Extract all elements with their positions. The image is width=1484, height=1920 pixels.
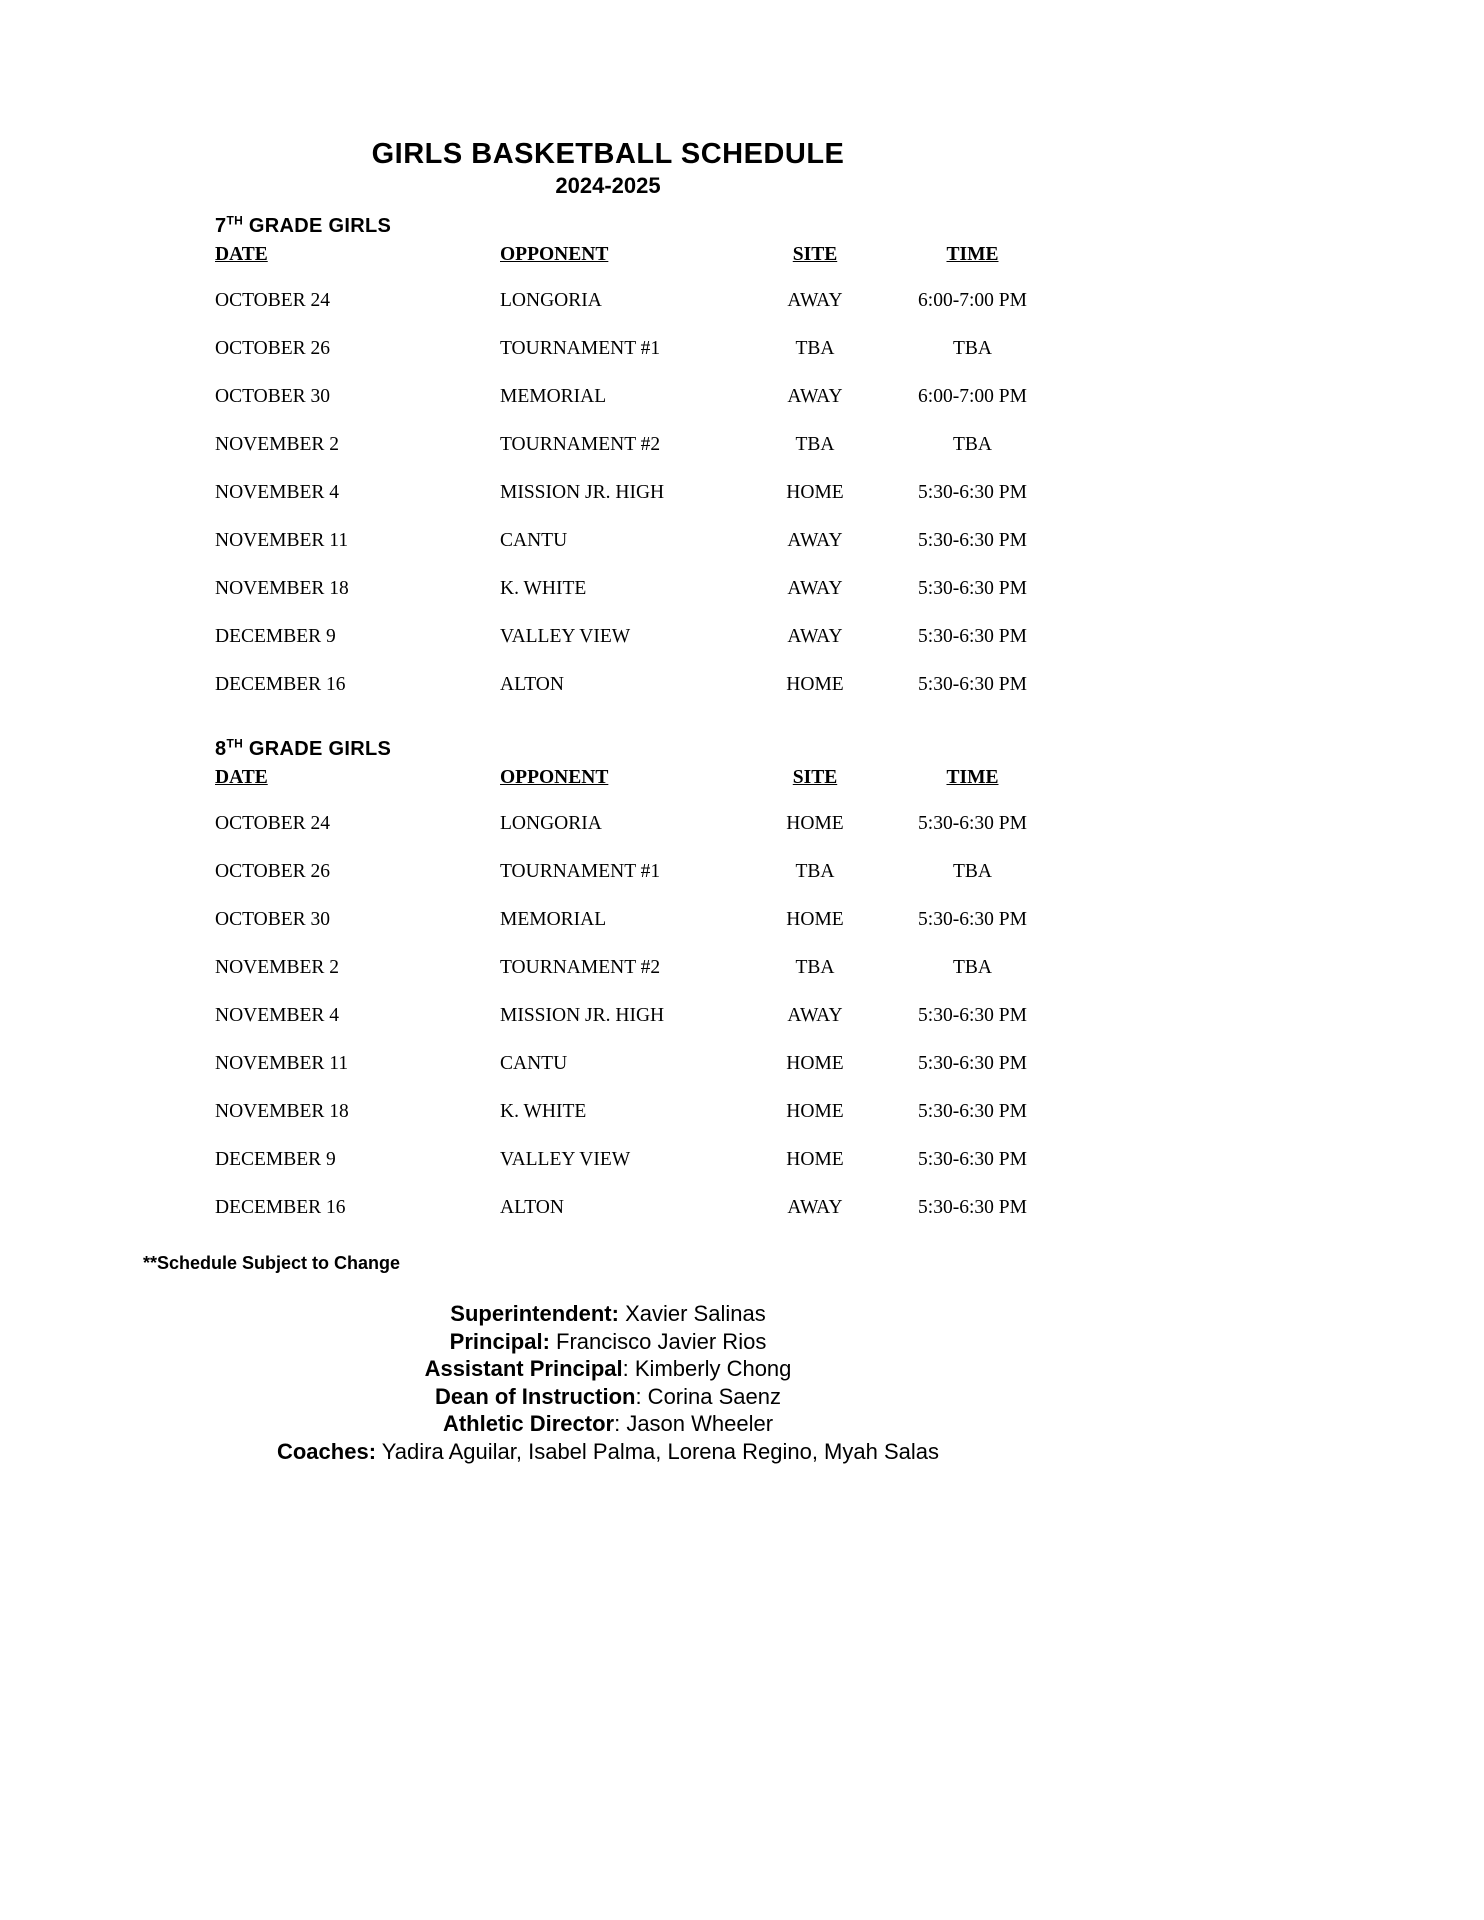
column-header-site: SITE — [792, 244, 838, 265]
grade-heading-label: GRADE GIRLS — [243, 215, 392, 237]
schedule-change-note: **Schedule Subject to Change — [143, 1253, 401, 1273]
cell-date: NOVEMBER 2 — [215, 957, 340, 978]
staff-value: : Kimberly Chong — [622, 1356, 792, 1381]
cell-site: AWAY — [787, 578, 843, 599]
cell-time: TBA — [953, 434, 992, 455]
grade-heading-8th — [215, 738, 1073, 761]
schedule-table-head — [215, 238, 1055, 290]
cell-opponent: TOURNAMENT #2 — [500, 434, 661, 455]
cell-opponent: K. WHITE — [500, 1101, 587, 1122]
cell-opponent: K. WHITE — [500, 578, 587, 599]
column-header-time: TIME — [946, 244, 999, 265]
staff-label: Assistant Principal — [424, 1356, 623, 1381]
cell-date: NOVEMBER 11 — [215, 530, 349, 551]
staff-label: Coaches: — [276, 1438, 377, 1464]
schedule-table-7th — [215, 238, 1055, 722]
table-row — [215, 434, 1055, 482]
document-subtitle: 2024-2025 — [555, 173, 661, 198]
cell-opponent: LONGORIA — [500, 290, 602, 311]
cell-date: DECEMBER 16 — [215, 674, 346, 695]
table-row — [215, 674, 1055, 722]
cell-site: HOME — [786, 674, 844, 695]
staff-line-principal — [143, 1328, 1073, 1356]
cell-site: AWAY — [787, 386, 843, 407]
header-row — [215, 238, 1055, 290]
cell-site: TBA — [795, 434, 835, 455]
staff-label: Superintendent: — [450, 1301, 619, 1326]
cell-time: TBA — [953, 861, 992, 882]
cell-time: 5:30-6:30 PM — [918, 909, 1027, 930]
cell-site: HOME — [786, 1053, 844, 1074]
cell-site: HOME — [786, 1149, 844, 1170]
cell-site: HOME — [786, 813, 844, 834]
cell-opponent: TOURNAMENT #2 — [500, 957, 661, 978]
table-row — [215, 578, 1055, 626]
cell-time: 5:30-6:30 PM — [918, 1197, 1027, 1218]
staff-line-dean-of-instruction — [143, 1383, 1073, 1411]
grade-number: 7 — [215, 215, 227, 237]
table-row — [215, 626, 1055, 674]
cell-opponent: TOURNAMENT #1 — [500, 338, 661, 359]
cell-site: HOME — [786, 909, 844, 930]
cell-opponent: LONGORIA — [500, 813, 602, 834]
staff-label: Dean of Instruction — [435, 1383, 636, 1409]
cell-opponent: ALTON — [500, 674, 564, 695]
cell-site: AWAY — [787, 1197, 843, 1218]
cell-date: NOVEMBER 4 — [215, 1005, 340, 1026]
cell-site: AWAY — [787, 626, 843, 647]
table-row — [215, 1149, 1055, 1197]
table-row — [215, 813, 1055, 861]
cell-opponent: CANTU — [500, 530, 568, 551]
column-header-date: DATE — [215, 767, 268, 788]
staff-line-athletic-director — [143, 1410, 1073, 1438]
schedule-table-8th — [215, 761, 1055, 1245]
schedule-section-8th-grade — [143, 738, 1073, 1245]
cell-time: 5:30-6:30 PM — [918, 482, 1027, 503]
schedule-table-body — [215, 813, 1055, 1245]
cell-date: NOVEMBER 18 — [215, 1101, 349, 1122]
document-content — [143, 138, 1073, 1465]
cell-date: NOVEMBER 2 — [215, 434, 340, 455]
cell-date: OCTOBER 26 — [215, 861, 331, 882]
table-row — [215, 290, 1055, 338]
staff-line-assistant-principal — [143, 1355, 1073, 1383]
grade-heading-7th — [215, 215, 1073, 238]
table-row — [215, 909, 1055, 957]
table-row — [215, 1101, 1055, 1149]
cell-opponent: TOURNAMENT #1 — [500, 861, 661, 882]
cell-date: DECEMBER 9 — [215, 1149, 336, 1170]
cell-date: NOVEMBER 4 — [215, 482, 340, 503]
table-row — [215, 1053, 1055, 1101]
cell-time: TBA — [953, 338, 992, 359]
cell-opponent: VALLEY VIEW — [500, 626, 631, 647]
cell-time: 5:30-6:30 PM — [918, 1149, 1027, 1170]
schedule-section-7th-grade — [143, 215, 1073, 722]
cell-opponent: MEMORIAL — [500, 909, 607, 930]
grade-heading-label: GRADE GIRLS — [243, 738, 392, 760]
column-header-opponent: OPPONENT — [500, 767, 609, 788]
cell-opponent: MEMORIAL — [500, 386, 607, 407]
cell-site: TBA — [795, 957, 835, 978]
cell-time: 5:30-6:30 PM — [918, 626, 1027, 647]
schedule-table-body — [215, 290, 1055, 722]
table-row — [215, 530, 1055, 578]
cell-opponent: MISSION JR. HIGH — [500, 482, 665, 503]
cell-site: AWAY — [787, 1005, 843, 1026]
staff-line-coaches — [143, 1438, 1073, 1466]
table-row — [215, 1197, 1055, 1245]
cell-time: 6:00-7:00 PM — [918, 386, 1027, 407]
staff-value: : Corina Saenz — [635, 1383, 781, 1409]
staff-label: Athletic Director — [442, 1411, 615, 1436]
cell-site: HOME — [786, 1101, 844, 1122]
column-header-date: DATE — [215, 244, 268, 265]
cell-site: TBA — [795, 338, 835, 359]
cell-site: AWAY — [787, 290, 843, 311]
cell-site: TBA — [795, 861, 835, 882]
column-header-site: SITE — [792, 767, 838, 788]
cell-time: 5:30-6:30 PM — [918, 1005, 1027, 1026]
header-row — [215, 761, 1055, 813]
cell-opponent: ALTON — [500, 1197, 564, 1218]
cell-site: HOME — [786, 482, 844, 503]
cell-date: DECEMBER 16 — [215, 1197, 346, 1218]
cell-site: AWAY — [787, 530, 843, 551]
cell-opponent: MISSION JR. HIGH — [500, 1005, 665, 1026]
cell-time: 5:30-6:30 PM — [918, 1053, 1027, 1074]
staff-line-superintendent — [143, 1300, 1073, 1328]
cell-date: DECEMBER 9 — [215, 626, 336, 647]
schedule-table-head — [215, 761, 1055, 813]
grade-number: 8 — [215, 738, 227, 760]
table-row — [215, 1005, 1055, 1053]
cell-date: OCTOBER 26 — [215, 338, 331, 359]
cell-opponent: VALLEY VIEW — [500, 1149, 631, 1170]
grade-ordinal-suffix: TH — [226, 736, 244, 751]
cell-time: 5:30-6:30 PM — [918, 813, 1027, 834]
column-header-opponent: OPPONENT — [500, 244, 609, 265]
cell-time: 6:00-7:00 PM — [918, 290, 1027, 311]
cell-time: 5:30-6:30 PM — [918, 1101, 1027, 1122]
cell-time: 5:30-6:30 PM — [918, 674, 1027, 695]
cell-date: NOVEMBER 11 — [215, 1053, 349, 1074]
cell-opponent: CANTU — [500, 1053, 568, 1074]
cell-date: NOVEMBER 18 — [215, 578, 349, 599]
table-row — [215, 861, 1055, 909]
table-row — [215, 957, 1055, 1005]
cell-time: TBA — [953, 957, 992, 978]
cell-date: OCTOBER 24 — [215, 290, 331, 311]
staff-value: Xavier Salinas — [618, 1301, 766, 1326]
table-row — [215, 482, 1055, 530]
staff-value: Francisco Javier Rios — [549, 1328, 767, 1354]
column-header-time: TIME — [946, 767, 999, 788]
grade-ordinal-suffix: TH — [226, 213, 244, 228]
cell-date: OCTOBER 30 — [215, 909, 331, 930]
cell-date: OCTOBER 30 — [215, 386, 331, 407]
staff-label: Principal: — [449, 1328, 550, 1354]
cell-date: OCTOBER 24 — [215, 813, 331, 834]
staff-value: : Jason Wheeler — [614, 1411, 774, 1436]
staff-value: Yadira Aguilar, Isabel Palma, Lorena Regino, Myah Salas — [376, 1438, 939, 1464]
cell-time: 5:30-6:30 PM — [918, 578, 1027, 599]
table-row — [215, 338, 1055, 386]
table-row — [215, 386, 1055, 434]
staff-block — [143, 1300, 1073, 1465]
cell-time: 5:30-6:30 PM — [918, 530, 1027, 551]
document-title: GIRLS BASKETBALL SCHEDULE — [371, 138, 845, 170]
